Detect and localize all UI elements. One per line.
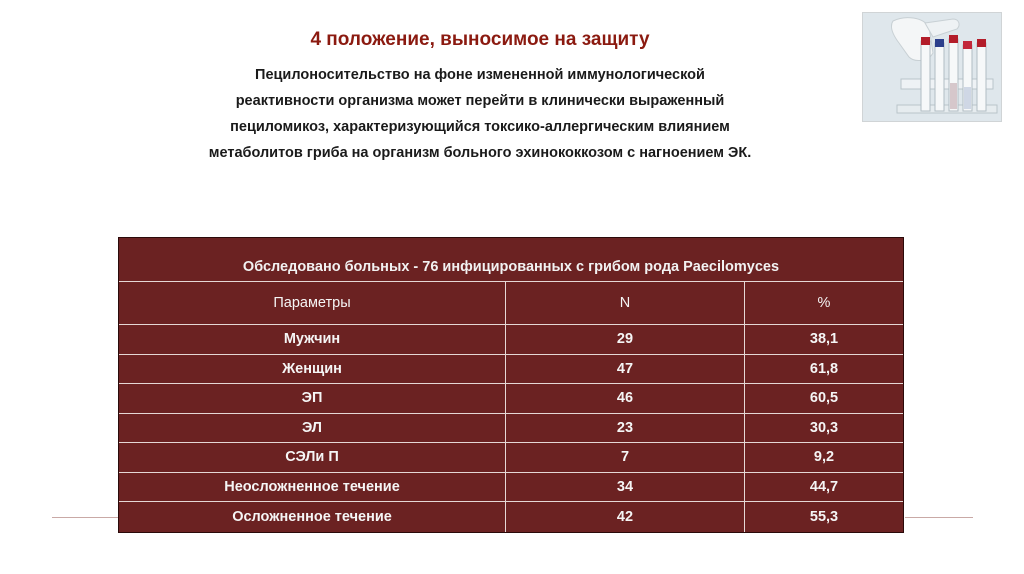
row-percent: 55,3: [744, 502, 903, 532]
header-percent: %: [744, 282, 903, 324]
patients-table: [118, 237, 904, 533]
row-count: 42: [505, 502, 744, 532]
description-line: Пецилоносительство на фоне измененной иммунологической: [255, 67, 705, 83]
table-row: [119, 384, 903, 414]
table-header-row: [119, 282, 903, 325]
slide-description: [90, 62, 870, 166]
table-row: [119, 443, 903, 473]
row-count: 34: [505, 473, 744, 502]
slide-heading: 4 положение, выносимое на защиту: [310, 29, 650, 50]
row-count: 29: [505, 325, 744, 354]
row-percent: 60,5: [744, 384, 903, 413]
row-percent: 30,3: [744, 414, 903, 443]
table-caption: Обследовано больных - 76 инфицированных с грибом рода Paecilomyces: [119, 238, 903, 282]
row-parameter: ЭП: [301, 390, 323, 407]
row-count: 47: [505, 355, 744, 384]
description-line: метаболитов гриба на организм больного эхинококкозом с нагноением ЭК.: [208, 145, 752, 161]
table-row: [119, 473, 903, 503]
table-row: [119, 502, 903, 532]
row-percent: 9,2: [744, 443, 903, 472]
row-count: 7: [505, 443, 744, 472]
divider-right: [905, 517, 973, 518]
divider-left: [52, 517, 120, 518]
header-parameters: Параметры: [273, 295, 351, 311]
row-percent: 44,7: [744, 473, 903, 502]
row-parameter: Женщин: [282, 360, 342, 377]
lab-test-tubes-photo: [862, 12, 1002, 122]
table-row: [119, 325, 903, 355]
row-count: 46: [505, 384, 744, 413]
row-parameter: Неосложненное течение: [224, 478, 400, 495]
row-parameter: СЭЛи П: [285, 449, 339, 466]
row-count: 23: [505, 414, 744, 443]
row-percent: 38,1: [744, 325, 903, 354]
description-line: реактивности организма может перейти в клинически выраженный: [235, 93, 725, 109]
table-row: [119, 414, 903, 444]
row-percent: 61,8: [744, 355, 903, 384]
description-line: пециломикоз, характеризующийся токсико-аллергическим влиянием: [230, 119, 730, 135]
lab-photo-illustration: [863, 13, 1002, 122]
row-parameter: Осложненное течение: [232, 508, 392, 525]
row-parameter: Мужчин: [283, 331, 341, 348]
header-n: N: [505, 282, 744, 324]
row-parameter: ЭЛ: [302, 419, 322, 436]
table-row: [119, 355, 903, 385]
